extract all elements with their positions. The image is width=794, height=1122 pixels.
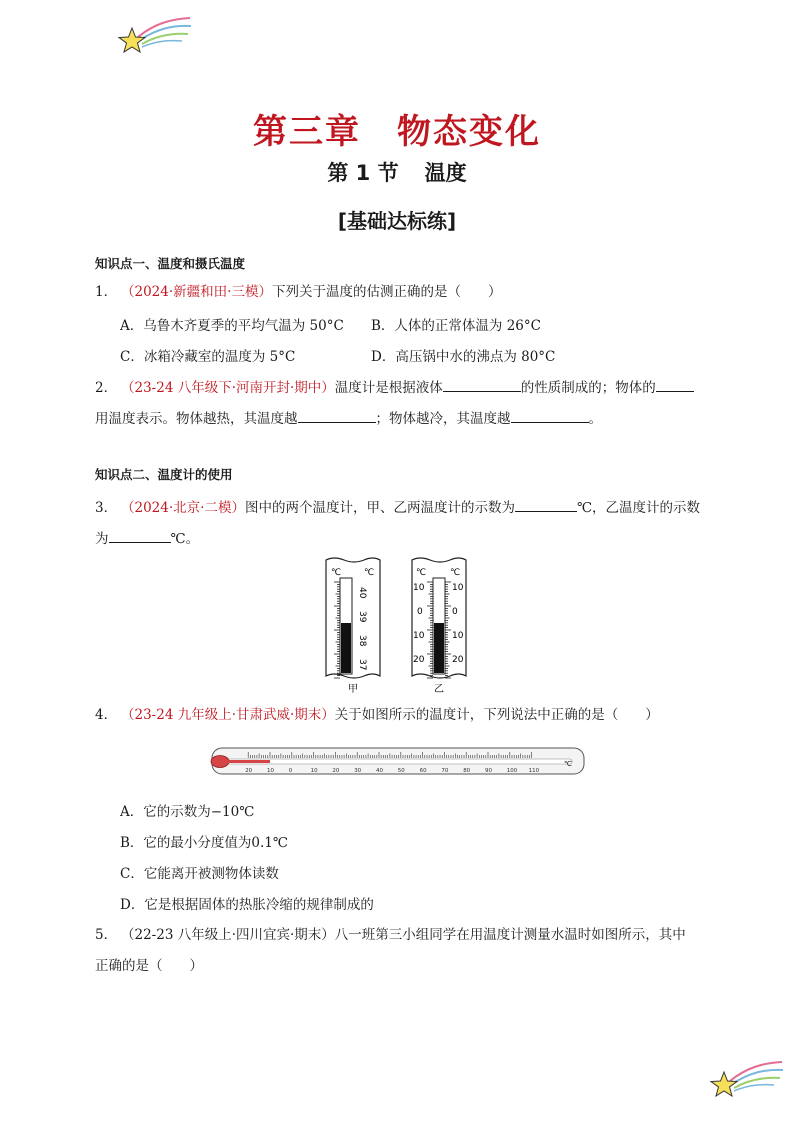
option-b[interactable]: B．人体的正常体温为 26°C [371,318,541,334]
chapter-label: 第三章 [253,112,361,152]
unit-label: ℃ [564,760,572,768]
tick-label: 10 [267,768,274,774]
question-text: 用温度表示。物体越热，其温度越 [95,411,298,427]
question-source: （22-23 八年级上·四川宜宾·期末） [121,927,335,943]
option-b[interactable]: B．它的最小分度值为0.1℃ [120,835,288,851]
option-a[interactable]: A．乌鲁木齐夏季的平均气温为 50°C [120,318,344,334]
question-source: （2024·新疆和田·三模） [121,284,272,300]
answer-blank[interactable] [443,377,521,392]
tick-label: 20 [413,655,425,665]
shooting-star-icon [704,1058,786,1104]
answer-blank[interactable] [511,408,589,423]
option-a[interactable]: A．它的示数为−10℃ [120,804,255,820]
question-text: 正确的是（ ） [95,958,203,974]
liquid-column [341,623,351,673]
question-source: （23-24 九年级上·甘肃武威·期末） [121,707,335,723]
unit-label: ℃ [331,568,342,578]
tick-label: 20 [452,655,464,665]
option-d[interactable]: D．高压锅中水的沸点为 80°C [371,349,556,365]
question-text: ℃。 [170,531,200,547]
thermometer-jia-figure [318,556,388,696]
tick-label: 60 [419,768,427,774]
answer-blank[interactable] [515,497,577,512]
answer-blank[interactable] [656,377,694,392]
tick-label: 37 [357,659,367,671]
option-d[interactable]: D．它是根据固体的热胀冷缩的规律制成的 [120,897,374,913]
tick-label: 39 [357,611,367,623]
level-title: [基础达标练] [337,209,457,233]
unit-label: ℃ [450,568,461,578]
tick-label: 0 [452,607,458,617]
question-text: 为 [95,531,109,547]
chapter-name: 物态变化 [397,112,541,152]
figure-caption: 甲 [348,684,358,695]
knowledge-point-2-title: 知识点二、温度计的使用 [95,467,233,482]
question-3-line-2 [95,528,199,549]
answer-blank[interactable] [109,528,171,543]
tick-label: 0 [288,768,293,774]
option-c[interactable]: C．冰箱冷藏室的温度为 5°C [120,349,296,365]
tick-label: 10 [452,631,464,641]
question-text: 关于如图所示的温度计，下列说法中正确的是（ ） [334,707,659,723]
question-2 [95,377,694,398]
tick-label: 110 [528,768,540,774]
horizontal-thermometer-figure [208,742,588,782]
question-number: 1． [95,284,118,300]
question-number: 2． [95,380,118,396]
question-text: ；物体越冷，其温度越 [375,411,511,427]
tick-label: 40 [357,587,367,599]
figure-caption: 乙 [434,684,444,695]
question-text: 八一班第三小组同学在用温度计测量水温时如图所示，其中 [334,927,686,943]
question-2-line-2 [95,408,602,429]
liquid-column [222,760,270,763]
question-4 [95,705,659,725]
question-source: （23-24 八年级下·河南开封·期中） [121,380,335,396]
question-text: 图中的两个温度计，甲、乙两温度计的示数为 [244,500,515,516]
option-c[interactable]: C．它能离开被测物体读数 [120,866,279,882]
tick-label: 0 [417,607,423,617]
question-5-line-2 [95,956,203,976]
section-title [0,157,794,187]
question-number: 5． [95,927,118,943]
question-text: ℃，乙温度计的示数 [576,500,701,516]
tick-label: 10 [310,768,318,774]
question-text: 温度计是根据液体 [334,380,443,396]
tick-label: 30 [354,768,362,774]
question-number: 3． [95,500,118,516]
tick-label: 100 [506,768,518,774]
tick-label: 38 [357,635,367,647]
question-5 [95,925,686,945]
tick-label: 50 [397,768,405,774]
unit-label: ℃ [364,568,375,578]
answer-blank[interactable] [298,408,376,423]
question-text: 。 [588,411,602,427]
tick-label: 40 [376,768,383,774]
tick-label: 70 [441,768,449,774]
question-3 [95,497,700,518]
tick-label: 10 [413,631,425,641]
tick-label: 20 [245,768,253,774]
section-label: 第 1 节 [327,161,399,185]
tick-label: 90 [485,768,492,774]
section-name: 温度 [424,161,467,185]
question-text: 下列关于温度的估测正确的是（ ） [271,284,502,300]
liquid-column [434,623,444,673]
tick-label: 10 [452,583,464,593]
tick-label: 20 [332,768,340,774]
tick-label: 80 [463,768,471,774]
shooting-star-icon [112,14,194,60]
tick-label: 10 [413,583,425,593]
question-1 [95,282,501,302]
question-text: 的性质制成的；物体的 [520,380,656,396]
knowledge-point-1-title: 知识点一、温度和摄氏温度 [95,256,246,271]
chapter-title [0,104,794,153]
question-number: 4． [95,707,118,723]
question-source: （2024·北京·二模） [121,500,245,516]
thermometer-yi-figure [404,556,474,696]
unit-label: ℃ [416,568,427,578]
